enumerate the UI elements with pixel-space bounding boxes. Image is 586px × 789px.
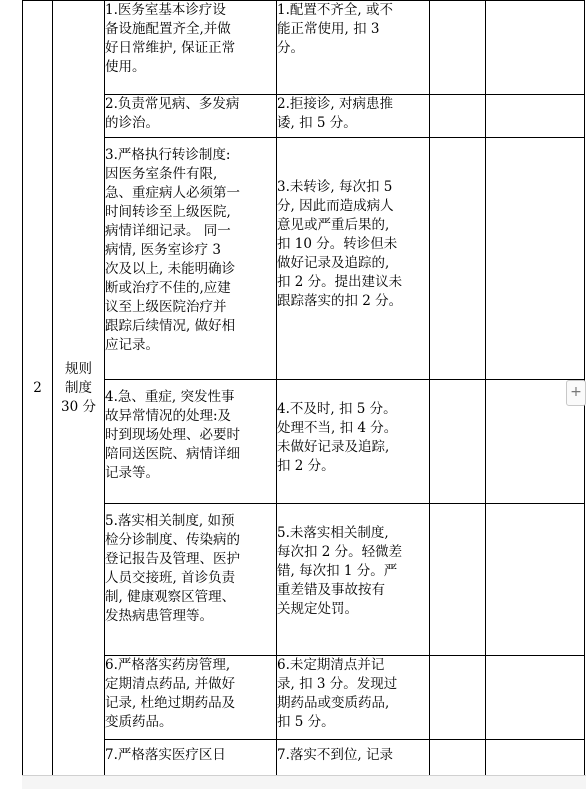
deduction-line: 重差错及事故按有 [277, 582, 385, 598]
deduction-line: 6.未定期清点并记 [277, 657, 385, 673]
requirement-line: 时间转诊至上级医院, [105, 204, 231, 220]
requirement-line: 变质药品。 [105, 714, 173, 730]
add-icon[interactable]: + [566, 380, 586, 406]
score-cell[interactable] [430, 504, 486, 656]
requirement-line: 次及以上, 未能明确诊 [105, 261, 236, 277]
row-number-cell [23, 1, 53, 776]
requirement-line: 5.落实相关制度, 如预 [105, 513, 235, 529]
category-line: 制度 [65, 379, 92, 396]
deduction-line: 未做好记录及追踪, [277, 439, 390, 455]
requirement-line: 病情详细记录。 同一 [105, 223, 231, 239]
requirement-line: 好日常维护, 保证正常 [105, 40, 236, 56]
requirement-line: 4.急、重症, 突发性事 [105, 389, 235, 405]
requirement-cell [105, 1, 277, 95]
requirement-line: 检分诊制度、传染病的 [105, 532, 240, 548]
deduction-line: 5.未落实相关制度, [277, 525, 389, 541]
remark-cell[interactable] [486, 656, 585, 740]
requirement-line: 备设施配置齐全,并做 [105, 21, 231, 37]
deduction-line: 3.未转诊, 每次扣 5 [277, 179, 393, 195]
score-cell[interactable] [430, 740, 486, 776]
requirement-line: 病情, 医务室诊疗 3 [105, 242, 221, 258]
remark-cell[interactable] [486, 504, 585, 656]
score-cell[interactable] [430, 380, 486, 504]
deduction-cell [277, 1, 430, 95]
deduction-line: 扣 5 分。 [277, 714, 335, 730]
score-cell[interactable] [430, 95, 486, 138]
deduction-cell [277, 138, 430, 380]
requirement-line: 跟踪后续情况, 做好相 [105, 318, 236, 334]
requirement-line: 6.严格落实药房管理, [105, 657, 231, 673]
score-cell[interactable] [430, 1, 486, 95]
deduction-cell [277, 380, 430, 504]
requirement-line: 3.严格执行转诊制度: [105, 147, 231, 163]
requirement-line: 议至上级医院治疗并 [105, 299, 227, 315]
deduction-cell [277, 504, 430, 656]
requirement-cell [105, 656, 277, 740]
deduction-line: 意见或严重后果的, [277, 217, 390, 233]
requirement-line: 制, 健康观察区管理、 [105, 589, 236, 605]
deduction-line: 扣 10 分。转诊但未 [277, 236, 398, 252]
deduction-line: 每次扣 2 分。轻微差 [277, 544, 403, 560]
requirement-line: 人员交接班, 首诊负责 [105, 570, 236, 586]
requirement-line: 急、重症病人必须第一 [105, 185, 240, 201]
requirement-line: 时到现场处理、必要时 [105, 427, 240, 443]
score-cell[interactable] [430, 138, 486, 380]
category-cell [53, 1, 105, 776]
deduction-cell [277, 95, 430, 138]
deduction-line: 处理不当, 扣 4 分。 [277, 420, 398, 436]
deduction-cell [277, 656, 430, 740]
row-number: 2 [33, 380, 42, 396]
deduction-line: 错, 每次扣 1 分。严 [277, 563, 398, 579]
requirement-line: 断或治疗不佳的,应建 [105, 280, 231, 296]
deduction-line: 能正常使用, 扣 3 [277, 21, 380, 37]
page-bottom-margin [22, 775, 586, 789]
category-line: 规则 [65, 360, 92, 377]
requirement-line: 2.负责常见病、多发病 [105, 96, 240, 112]
requirement-line: 使用。 [105, 59, 146, 75]
requirement-line: 1.医务室基本诊疗设 [105, 2, 226, 18]
requirement-line: 应记录。 [105, 337, 159, 353]
requirement-line: 7.严格落实医疗区日 [105, 747, 226, 763]
requirement-line: 陪同送医院、病情详细 [105, 446, 240, 462]
remark-cell[interactable] [486, 138, 585, 380]
requirement-cell [105, 380, 277, 504]
remark-cell[interactable] [486, 1, 585, 95]
requirement-line: 定期清点药品, 并做好 [105, 676, 236, 692]
requirement-line: 记录, 杜绝过期药品及 [105, 695, 236, 711]
deduction-line: 做好记录及追踪的, [277, 255, 390, 271]
deduction-line: 扣 2 分。提出建议未 [277, 274, 403, 290]
deduction-line: 诿, 扣 5 分。 [277, 115, 357, 131]
deduction-line: 1.配置不齐全, 或不 [277, 2, 393, 18]
requirement-line: 因医务室条件有限, [105, 166, 218, 182]
deduction-line: 7.落实不到位, 记录 [277, 747, 393, 763]
deduction-line: 期药品或变质药品, [277, 695, 390, 711]
requirement-line: 发热病患管理等。 [105, 608, 213, 624]
deduction-line: 录, 扣 3 分。发现过 [277, 676, 398, 692]
deduction-line: 扣 2 分。 [277, 458, 335, 474]
remark-cell[interactable] [486, 740, 585, 776]
requirement-line: 登记报告及管理、医护 [105, 551, 240, 567]
score-cell[interactable] [430, 656, 486, 740]
requirement-line: 的诊治。 [105, 115, 159, 131]
deduction-line: 关规定处罚。 [277, 601, 358, 617]
deduction-line: 2.拒接诊, 对病患推 [277, 96, 393, 112]
requirement-cell [105, 138, 277, 380]
scoring-table [22, 0, 585, 776]
requirement-cell [105, 740, 277, 776]
deduction-line: 分, 因此而造成病人 [277, 198, 394, 214]
requirement-cell [105, 95, 277, 138]
deduction-line: 分。 [277, 40, 304, 56]
requirement-cell [105, 504, 277, 656]
deduction-cell [277, 740, 430, 776]
requirement-line: 故异常情况的处理:及 [105, 408, 232, 424]
deduction-line: 跟踪落实的扣 2 分。 [277, 293, 403, 309]
category-line: 30 分 [61, 398, 96, 415]
requirement-line: 记录等。 [105, 465, 159, 481]
deduction-line: 4.不及时, 扣 5 分。 [277, 401, 397, 417]
remark-cell[interactable] [486, 95, 585, 138]
